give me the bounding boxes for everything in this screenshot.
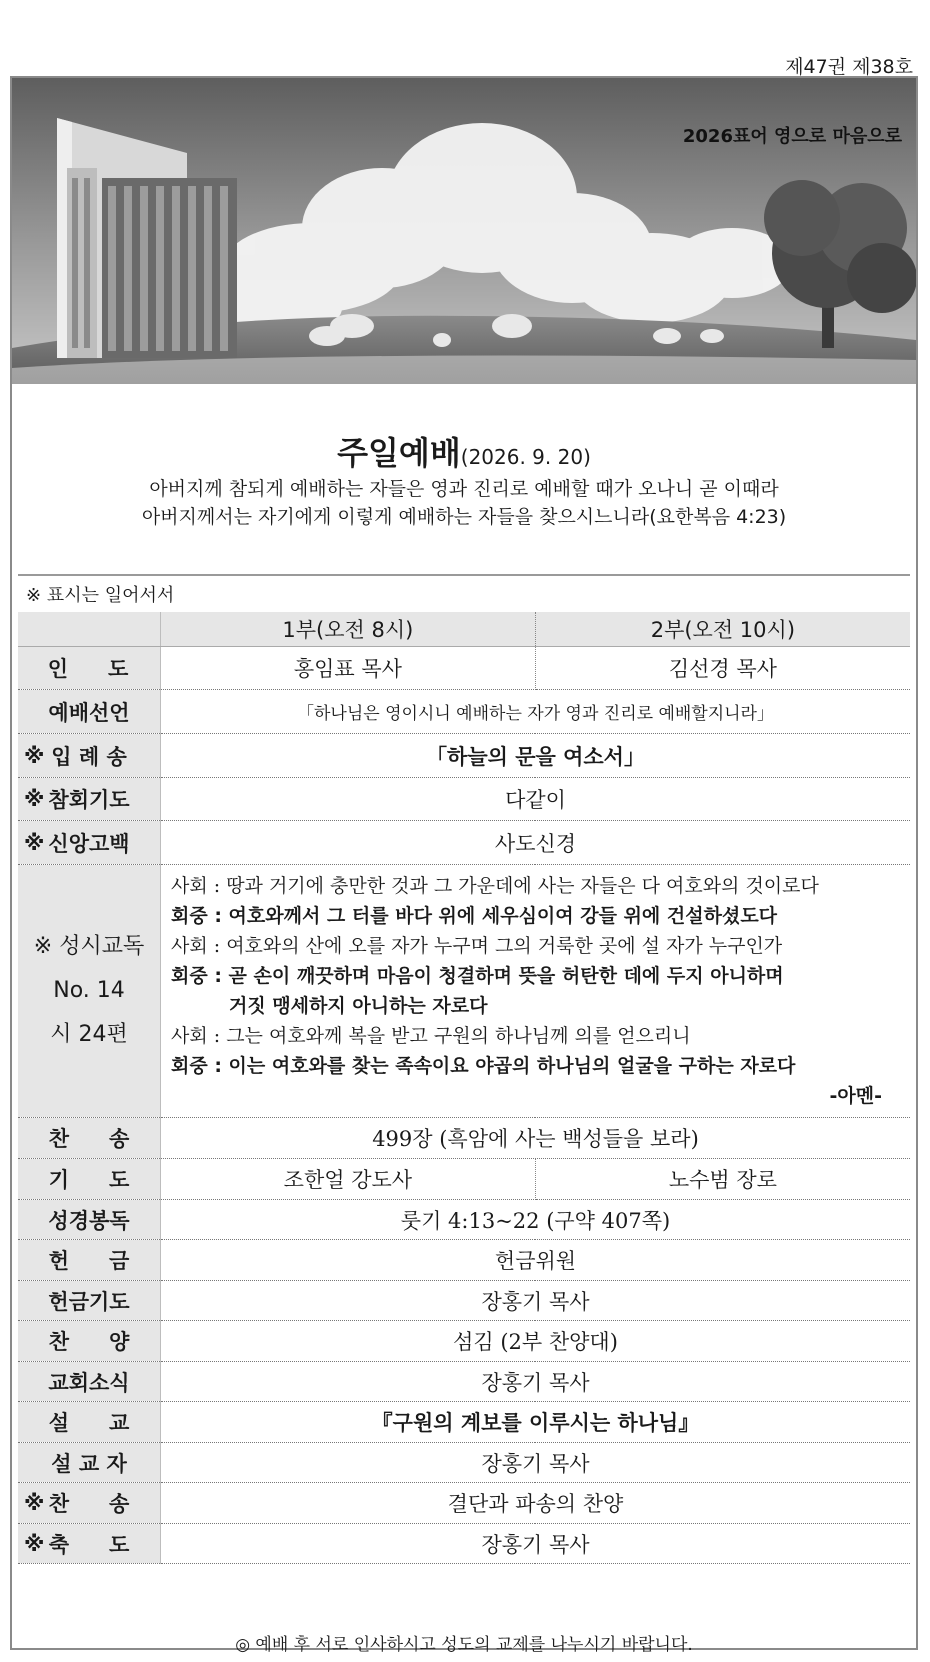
responsive-label-2: No. 14 — [53, 978, 125, 1003]
row-label: 성경봉독 — [18, 1200, 161, 1240]
table-row — [18, 1240, 910, 1281]
church-motto: 2026표어 영으로 마음으로 — [682, 126, 902, 147]
table-row — [18, 1362, 910, 1402]
reading-text: 곧 손이 깨끗하며 마음이 청결하며 뜻을 허탄한 데에 두지 아니하며 — [228, 965, 784, 987]
prayer-first: 조한얼 강도사 — [161, 1159, 536, 1200]
table-header-row — [18, 612, 910, 647]
responsive-reading-text — [161, 865, 911, 1118]
table-row — [18, 1443, 910, 1483]
table-row — [18, 1524, 910, 1564]
confession-value: 다같이 — [161, 778, 911, 821]
table-row — [18, 1281, 910, 1321]
table-row — [18, 1402, 910, 1443]
row-label: ※ 축도 — [18, 1524, 161, 1564]
standing-note: ※ 표시는 일어서서 — [26, 585, 175, 606]
amen-text: -아멘- — [829, 1085, 882, 1107]
reading-text: 여호와의 산에 오를 자가 누구며 그의 거룩한 곳에 설 자가 누구인가 — [226, 935, 783, 957]
issue-number: 제47권 제38호 — [785, 56, 913, 78]
row-label: 예배선언 — [18, 690, 161, 734]
table-row — [18, 647, 910, 690]
bulletin-frame — [10, 76, 918, 1655]
scripture-value: 룻기 4:13~22 (구약 407쪽) — [161, 1200, 911, 1240]
table-row — [18, 1200, 910, 1240]
table-row — [18, 821, 910, 865]
closing-hymn-value: 결단과 파송의 찬양 — [161, 1483, 911, 1524]
sermon-value: 『구원의 계보를 이루시는 하나님』 — [161, 1402, 911, 1443]
responsive-label-1: ※ 성시교독 — [33, 934, 145, 959]
leader-first: 홍임표 목사 — [161, 647, 536, 690]
hymn-value: 499장 (흑암에 사는 백성들을 보라) — [161, 1118, 911, 1159]
benediction-value: 장홍기 목사 — [161, 1524, 911, 1564]
header-second-service: 2부(오전 10시) — [535, 612, 910, 647]
speaker-label: 사회 : — [171, 935, 221, 957]
speaker-label: 회중 : — [171, 965, 222, 987]
section-divider — [18, 574, 910, 576]
row-label: 설교 — [18, 1402, 161, 1443]
speaker-label: 사회 : — [171, 875, 221, 897]
reading-text: 그는 여호와께 복을 받고 구원의 하나님께 의를 얻으리니 — [226, 1025, 691, 1047]
table-row — [18, 1118, 910, 1159]
reading-line — [171, 1021, 900, 1051]
row-label: ※ 신앙고백 — [18, 821, 161, 865]
worship-order-table — [18, 612, 910, 1564]
preacher-value: 장홍기 목사 — [161, 1443, 911, 1483]
service-date: (2026. 9. 20) — [460, 445, 591, 469]
row-label: ※ 입 례 송 — [18, 734, 161, 778]
creed-value: 사도신경 — [161, 821, 911, 865]
row-label: 헌금기도 — [18, 1281, 161, 1321]
offering-value: 헌금위원 — [161, 1240, 911, 1281]
news-value: 장홍기 목사 — [161, 1362, 911, 1402]
reading-text: 거짓 맹세하지 아니하는 자로다 — [229, 995, 488, 1017]
header-blank-cell — [18, 612, 161, 647]
table-row — [18, 1159, 910, 1200]
speaker-label: 회중 : — [171, 1055, 222, 1077]
responsive-reading-row — [18, 865, 910, 1118]
banner-image — [12, 78, 916, 384]
prayer-second: 노수범 장로 — [535, 1159, 910, 1200]
speaker-label: 사회 : — [171, 1025, 221, 1047]
row-label: 교회소식 — [18, 1362, 161, 1402]
verse-line-2: 아버지께서는 자기에게 이렇게 예배하는 자들을 찾으시느니라(요한복음 4:23) — [141, 506, 787, 528]
reading-line — [171, 931, 900, 961]
responsive-reading-label — [18, 865, 161, 1118]
table-row — [18, 690, 910, 734]
row-label: 기도 — [18, 1159, 161, 1200]
offering-prayer-value: 장홍기 목사 — [161, 1281, 911, 1321]
reading-text: 이는 여호와를 찾는 족속이요 야곱의 하나님의 얼굴을 구하는 자로다 — [228, 1055, 796, 1077]
verse-line-1: 아버지께 참되게 예배하는 자들은 영과 진리로 예배할 때가 오나니 곧 이때라 — [149, 478, 779, 500]
reading-line — [171, 1051, 900, 1081]
service-title: 주일예배 — [337, 434, 461, 472]
reading-line — [171, 871, 900, 901]
reading-line — [171, 901, 900, 931]
leader-second: 김선경 목사 — [535, 647, 910, 690]
footer-note: ◎ 예배 후 서로 인사하시고 성도의 교제를 나누시기 바랍니다. — [235, 1635, 693, 1655]
responsive-label-3: 시 24편 — [50, 1022, 128, 1047]
header-first-service: 1부(오전 8시) — [161, 612, 536, 647]
table-row — [18, 734, 910, 778]
table-row — [18, 1321, 910, 1362]
reading-line — [171, 991, 900, 1021]
row-label: ※ 참회기도 — [18, 778, 161, 821]
row-label: 설 교 자 — [18, 1443, 161, 1483]
row-label: 찬송 — [18, 1118, 161, 1159]
praise-value: 섬김 (2부 찬양대) — [161, 1321, 911, 1362]
declaration-value: 「하나님은 영이시니 예배하는 자가 영과 진리로 예배할지니라」 — [161, 690, 911, 734]
reading-line — [171, 961, 900, 991]
row-label: 찬양 — [18, 1321, 161, 1362]
row-label: 인도 — [18, 647, 161, 690]
reading-text: 땅과 거기에 충만한 것과 그 가운데에 사는 자들은 다 여호와의 것이로다 — [226, 875, 819, 897]
table-row — [18, 1483, 910, 1524]
reading-text: 여호와께서 그 터를 바다 위에 세우심이여 강들 위에 건설하셨도다 — [228, 905, 778, 927]
entrance-hymn-value: 「하늘의 문을 여소서」 — [161, 734, 911, 778]
row-label: 헌금 — [18, 1240, 161, 1281]
table-row — [18, 778, 910, 821]
row-label: ※ 찬송 — [18, 1483, 161, 1524]
speaker-label: 회중 : — [171, 905, 222, 927]
service-title-row — [12, 428, 916, 474]
